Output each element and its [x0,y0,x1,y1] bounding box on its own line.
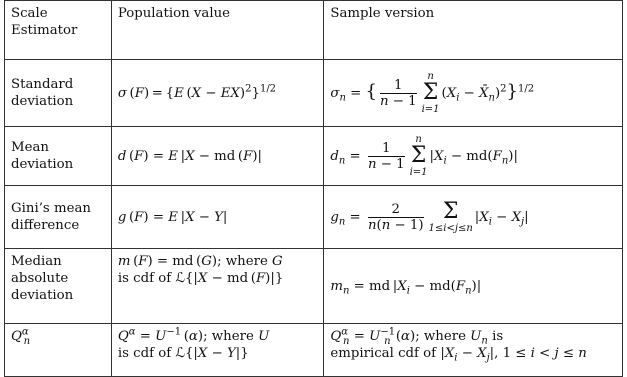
sample-formula: $g_n$ = $\frac{2}{n(n - 1)}$ Σ 1≤i<j≤n $|X_i - X_j|$ [324,186,623,249]
table-row [5,249,623,324]
row-name-line: difference [11,218,80,233]
table-row [5,127,623,186]
sample-formula: $Q^\alpha_n = U^{-1}_n$ (α); where $U_n$ is empirical cdf of $|X_i - X_j|$, 1 ≤ i < j ≤ n [324,324,623,377]
table-row [5,186,623,249]
row-name-gini-mean-difference [5,186,112,249]
population-formula: $Q^\alpha = U^{-1}$ (α); where U is cdf of ℒ{|X − Y|} [111,324,324,377]
header-col1-line1: Scale [11,6,48,21]
row-name-line: deviation [11,94,74,109]
row-name-line: Mean [11,140,49,155]
header-scale-estimator [5,1,112,60]
row-name-standard-deviation [5,60,112,127]
header-col1-line2: Estimator [11,23,78,38]
header-sample-version: Sample version [324,1,623,60]
header-population-value: Population value [111,1,324,60]
table-row [5,324,623,377]
row-name-q-alpha: $Q^\alpha_n$ [5,324,112,377]
table-row [5,60,623,127]
header-row [5,1,623,60]
row-name-median-absolute-deviation [5,249,112,324]
row-name-mean-deviation [5,127,112,186]
row-name-line: Median [11,254,62,269]
row-name-line: deviation [11,288,74,303]
row-name-line: Standard [11,77,74,92]
population-formula: m (F) = md (G); where G is cdf of ℒ{|X − md (F)|} [111,249,324,324]
sample-formula: $d_n$ = $\frac{1}{n - 1}$ n Σ i=1 $|X_i - md(F_n)|$ [324,127,623,186]
row-name-line: Gini’s mean [11,201,91,216]
row-name-line: deviation [11,157,74,172]
row-name-line: absolute [11,271,69,286]
scale-estimator-table [4,0,623,377]
sample-formula: $m_n$ = md $|X_i - md(F_n)|$ [324,249,623,324]
sample-formula: $\sigma_n$ = { $\frac{1}{n - 1}$ n Σ i=1 ($X_i$ − $X̄_n)^2\}^{1/2}$ [324,60,623,127]
population-formula: σ (F) = {E (X − EX)$^2$}$^{1/2}$ [111,60,324,127]
population-formula: d (F) = E |X − md (F)| [111,127,324,186]
population-formula: g (F) = E |X − Y| [111,186,324,249]
